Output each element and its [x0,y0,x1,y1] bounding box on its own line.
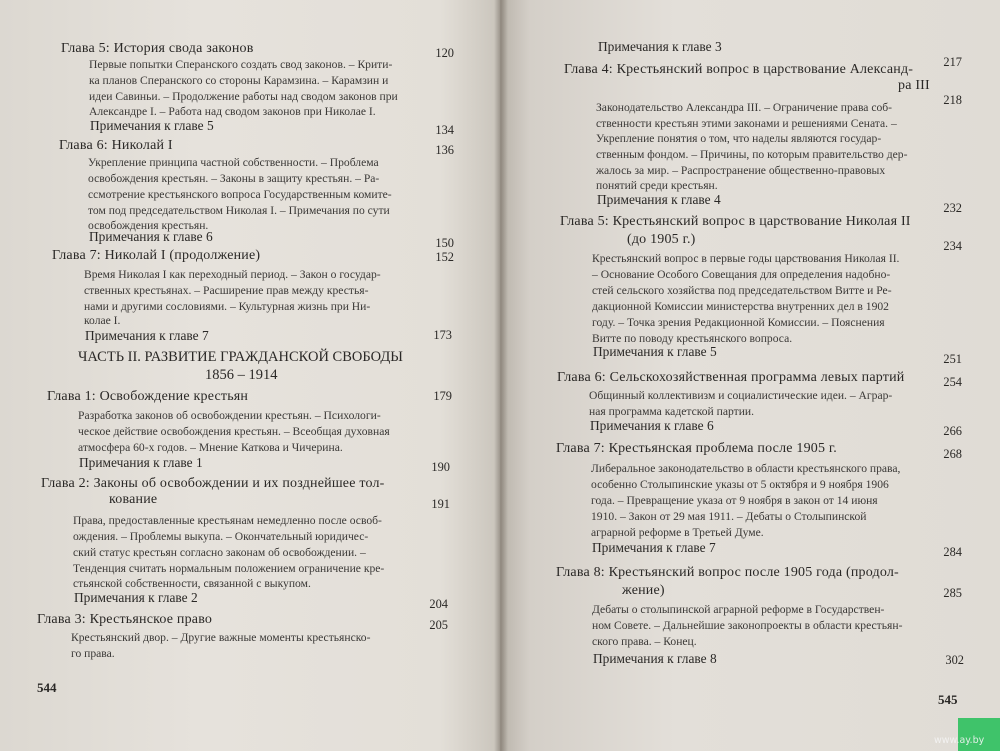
chapter-summary-line: особенно Столыпинские указы от 5 октября и 9 ноября 1906 [591,478,889,491]
chapter-summary-line: ственности крестьян этими законами и решениями Сената. – [596,117,897,130]
chapter-summary-line: го права. [71,647,115,660]
chapter-summary-line: ном Совете. – Дальнейшие законопроекты в области крестьян- [592,619,903,632]
watermark-text: www.ay.by [934,735,985,746]
page-number: 217 [943,55,962,69]
chapter-heading: Глава 5: Крестьянский вопрос в царствование Николая II [560,214,911,229]
chapter-summary-line: году. – Точка зрения Редакционной Комиссии. – Пояснения [592,316,885,329]
left-page-number: 544 [37,680,57,695]
chapter-summary-line: аграрной реформе в Третьей Думе. [591,526,764,539]
chapter-summary-line: – Основание Особого Совещания для определения надобно- [592,268,891,281]
chapter-heading: кование [109,492,158,507]
notes-line: Примечания к главе 6 [590,418,714,433]
chapter-summary-line: ский статус крестьян согласно законам об освобождении. – [73,546,366,559]
chapter-summary-line: Общинный коллективизм и социалистические идеи. – Аграр- [589,389,893,402]
chapter-heading: Глава 6: Сельскохозяйственная программа левых партий [557,370,905,385]
chapter-heading: Глава 7: Николай I (продолжение) [52,248,261,263]
chapter-summary-line: ка планов Сперанского со стороны Карамзина. – Карамзин и [89,74,389,87]
chapter-summary-line: Дебаты о столыпинской аграрной реформе в Государствен- [592,603,885,616]
chapter-summary-line: ственным фондом. – Причины, по которым правительство дер- [596,148,908,161]
page-number: 120 [435,46,454,60]
chapter-summary-line: ственных крестьянах. – Расширение прав между крестья- [84,284,369,297]
chapter-summary-line: ского права. – Конец. [592,635,697,648]
chapter-summary-line: Тенденция считать нормальным положением ограничение кре- [73,562,385,575]
chapter-summary-line: стей сельского хозяйства под председательством Витте и Ре- [592,284,892,297]
page-number: 254 [943,375,962,389]
notes-line: Примечания к главе 4 [597,192,721,207]
chapter-summary-line: года. – Превращение указа от 9 ноября в закон от 14 июня [591,494,878,507]
page-number: 218 [943,93,962,107]
notes-line: Примечания к главе 1 [79,455,203,470]
chapter-summary-line: Первые попытки Сперанского создать свод законов. – Крити- [89,58,393,71]
page-number: 251 [943,352,962,366]
book-gutter [494,0,508,751]
chapter-summary-line: 1910. – Закон от 29 мая 1911. – Дебаты о Столыпинской [591,510,867,523]
page-number: 150 [435,236,454,250]
notes-line: Примечания к главе 2 [74,590,198,605]
notes-line: Примечания к главе 7 [85,328,209,343]
page-number: 191 [431,497,450,511]
page-number: 190 [431,460,450,474]
chapter-summary-line: жалось за мир. – Распространение общественно-правовых [596,164,886,177]
notes-line: Примечания к главе 6 [89,229,213,244]
chapter-summary-line: понятий среди крестьян. [596,179,718,192]
page-number: 234 [943,239,962,253]
chapter-summary-line: Крестьянский двор. – Другие важные моменты крестьянско- [71,631,371,644]
notes-line: Примечания к главе 5 [593,344,717,359]
notes-line: Примечания к главе 5 [90,118,214,133]
chapter-heading: Глава 1: Освобождение крестьян [47,389,249,404]
chapter-summary-line: Крестьянский вопрос в первые годы царствования Николая II. [592,252,900,265]
chapter-summary-line: ная программа кадетской партии. [589,405,755,418]
chapter-summary-line: Законодательство Александра III. – Ограничение права соб- [596,101,893,114]
chapter-summary-line: колае I. [84,314,121,327]
right-page-number: 545 [938,692,958,707]
chapter-summary-line: Укрепление принципа частной собственности. – Проблема [88,156,379,169]
page-number: 152 [435,250,454,264]
page-number: 284 [943,545,962,559]
chapter-summary-line: Права, предоставленные крестьянам немедленно после освоб- [73,514,382,527]
chapter-heading: ра III [898,78,930,93]
chapter-summary-line: идеи Савиньи. – Продолжение работы над сводом законов при [89,90,398,103]
page-number: 173 [433,328,452,342]
chapter-heading: Глава 6: Николай I [59,138,173,153]
part-heading: ЧАСТЬ II. РАЗВИТИЕ ГРАЖДАНСКОЙ СВОБОДЫ [78,349,403,365]
chapter-heading: Глава 7: Крестьянская проблема после 1905 г. [556,441,837,456]
chapter-summary-line: освобождения крестьян. – Законы в защиту крестьян. – Ра- [88,172,380,185]
chapter-summary-line: освобождения крестьян. [88,219,209,232]
chapter-summary-line: дакционной Комиссии министерства внутренних дел в 1902 [592,300,889,313]
page-number: 268 [943,447,962,461]
chapter-summary-line: Время Николая I как переходный период. – Закон о государ- [84,268,381,281]
chapter-summary-line: стьянской собственности, связанной с выкупом. [73,577,311,590]
page-number: 232 [943,201,962,215]
chapter-summary-line: ссмотрение крестьянского вопроса Государственным комите- [88,188,392,201]
chapter-summary-line: том под председательством Николая I. – Примечания по сути [88,204,390,217]
page-number: 285 [943,586,962,600]
page-number: 266 [943,424,962,438]
chapter-summary-line: Разработка законов об освобождении крестьян. – Психологи- [78,409,381,422]
page-number: 134 [435,123,454,137]
chapter-heading: жение) [622,583,665,598]
part-heading: 1856 – 1914 [205,367,278,383]
page-number: 204 [429,597,448,611]
notes-line: Примечания к главе 7 [592,540,716,555]
chapter-summary-line: Укрепление понятия о том, что наделы являются государ- [596,132,882,145]
chapter-heading: Глава 5: История свода законов [61,41,254,56]
chapter-summary-line: Либеральное законодательство в области крестьянского права, [591,462,901,475]
chapter-summary-line: ождения. – Проблемы выкупа. – Окончательный юридичес- [73,530,369,543]
chapter-summary-line: Александре I. – Работа над сводом законов при Николае I. [89,105,376,118]
page-number: 205 [429,618,448,632]
chapter-summary-line: Витте по поводу крестьянского вопроса. [592,332,793,345]
chapter-summary-line: атмосфера 60-х годов. – Мнение Каткова и Чичерина. [78,441,343,454]
chapter-heading: Глава 3: Крестьянское право [37,612,213,627]
chapter-heading: Глава 4: Крестьянский вопрос в царствование Александ- [564,62,914,77]
notes-line: Примечания к главе 8 [593,651,717,666]
notes-line: Примечания к главе 3 [598,39,722,54]
page-number: 136 [435,143,454,157]
chapter-heading: (до 1905 г.) [627,232,696,247]
chapter-summary-line: ческое действие освобождения крестьян. – Всеобщая духовная [78,425,390,438]
page-number: 179 [433,389,452,403]
chapter-heading: Глава 2: Законы об освобождении и их позднейшее тол- [41,476,385,491]
chapter-summary-line: нами и другими сословиями. – Культурная жизнь при Ни- [84,300,371,313]
page-number: 302 [945,653,964,667]
chapter-heading: Глава 8: Крестьянский вопрос после 1905 года (продол- [556,565,899,580]
